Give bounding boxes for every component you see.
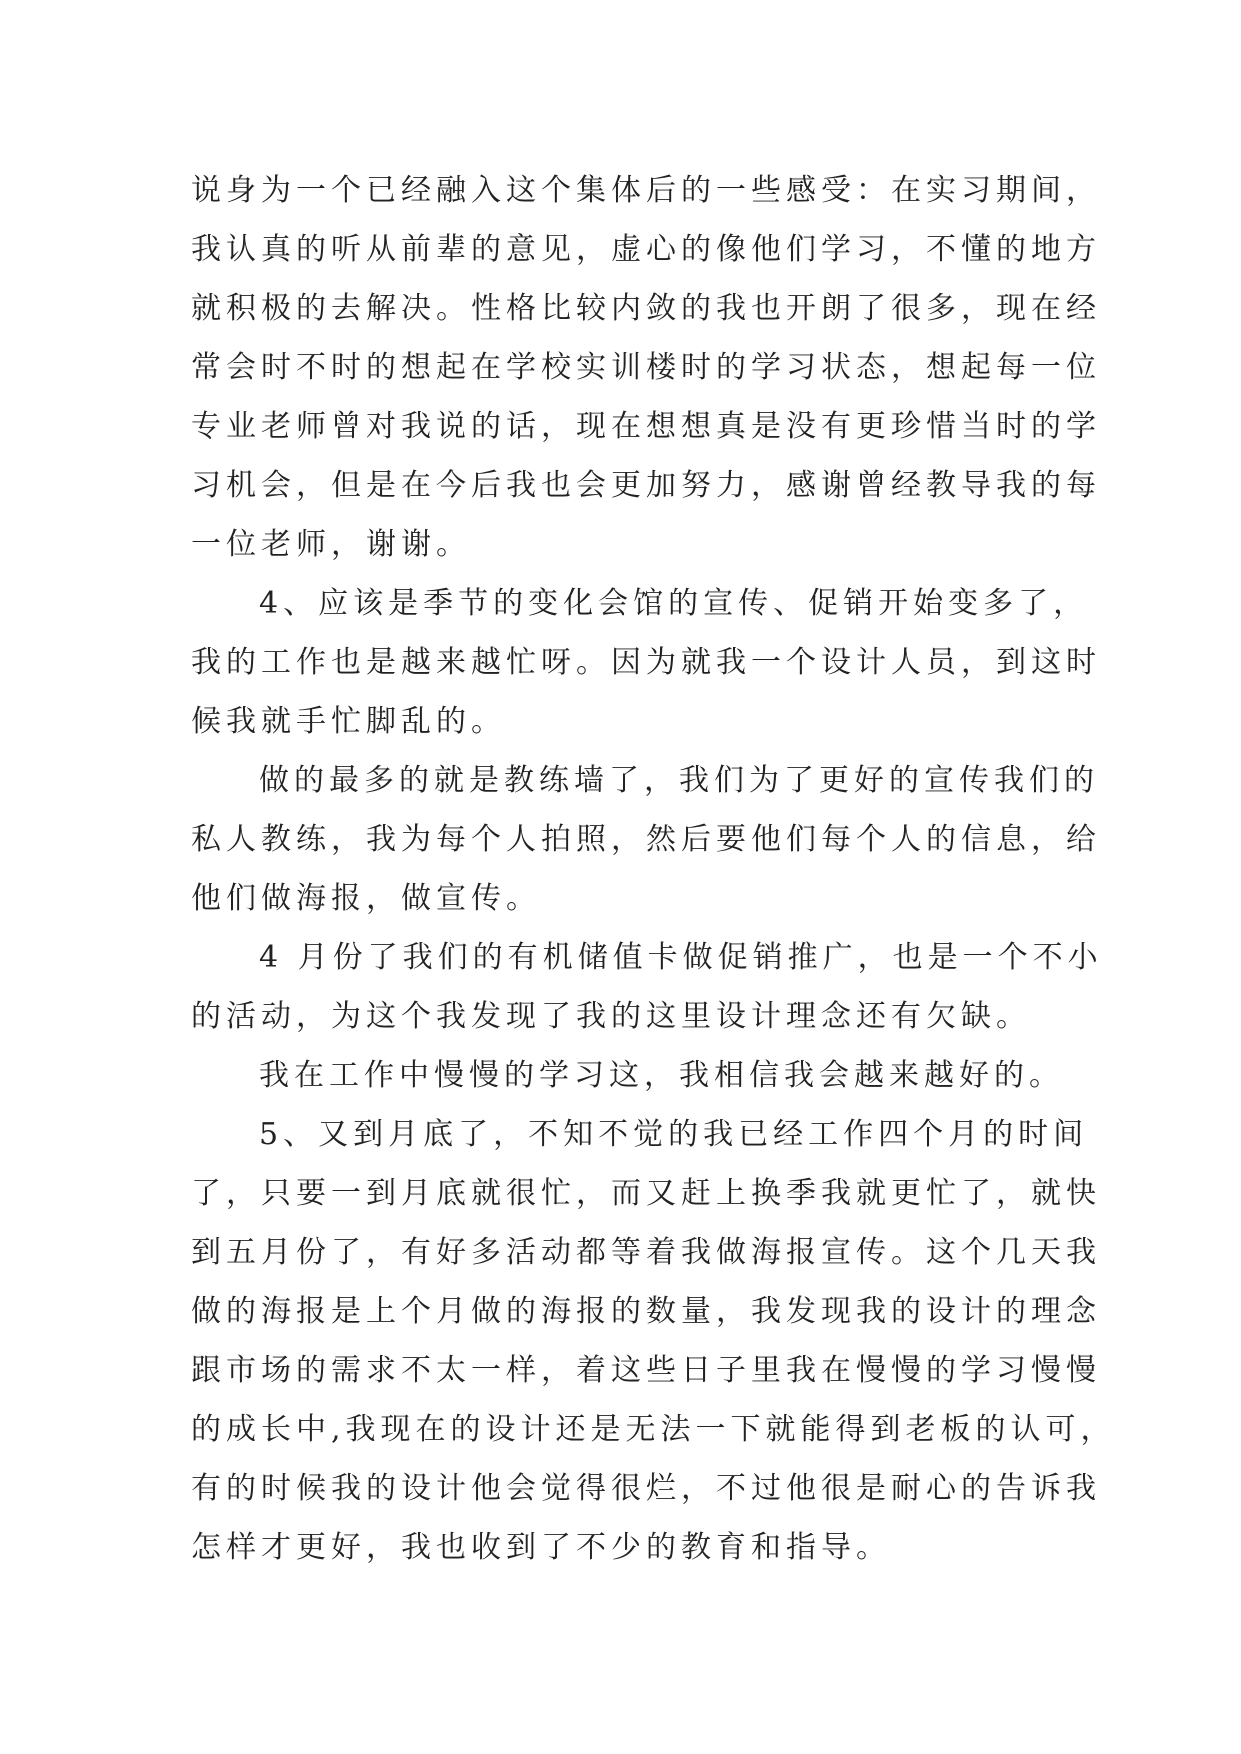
text-line: 说身为一个已经融入这个集体后的一些感受：在实习期间， xyxy=(191,173,1101,208)
text-line: 4、应该是季节的变化会馆的宣传、促销开始变多了， xyxy=(259,586,1089,621)
text-line: 的成长中,我现在的设计还是无法一下就能得到老板的认可， xyxy=(191,1412,1116,1447)
text-line: 私人教练，我为每个人拍照，然后要他们每个人的信息，给 xyxy=(191,822,1101,857)
text-line: 就积极的去解决。性格比较内敛的我也开朗了很多，现在经 xyxy=(191,291,1101,326)
text-line: 常会时不时的想起在学校实训楼时的学习状态，想起每一位 xyxy=(191,350,1101,385)
body-text xyxy=(191,161,1116,1577)
text-line: 一位老师，谢谢。 xyxy=(191,527,471,562)
text-line: 到五月份了，有好多活动都等着我做海报宣传。这个几天我 xyxy=(191,1235,1101,1270)
text-line: 候我就手忙脚乱的。 xyxy=(191,704,506,739)
text-line: 跟市场的需求不太一样，着这些日子里我在慢慢的学习慢慢 xyxy=(191,1353,1101,1388)
text-line: 做的海报是上个月做的海报的数量，我发现我的设计的理念 xyxy=(191,1294,1101,1329)
text-line: 我认真的听从前辈的意见，虚心的像他们学习，不懂的地方 xyxy=(191,232,1101,267)
text-line: 5、又到月底了，不知不觉的我已经工作四个月的时间 xyxy=(259,1117,1089,1152)
text-line: 我的工作也是越来越忙呀。因为就我一个设计人员，到这时 xyxy=(191,645,1101,680)
text-line: 怎样才更好，我也收到了不少的教育和指导。 xyxy=(191,1530,891,1565)
text-line: 我在工作中慢慢的学习这，我相信我会越来越好的。 xyxy=(259,1058,1064,1093)
text-line: 他们做海报，做宣传。 xyxy=(191,881,541,916)
text-line: 4 月份了我们的有机储值卡做促销推广，也是一个不小 xyxy=(259,940,1103,975)
text-line: 习机会，但是在今后我也会更加努力，感谢曾经教导我的每 xyxy=(191,468,1101,503)
text-line: 了，只要一到月底就很忙，而又赶上换季我就更忙了，就快 xyxy=(191,1176,1101,1211)
text-line: 专业老师曾对我说的话，现在想想真是没有更珍惜当时的学 xyxy=(191,409,1101,444)
text-line: 的活动，为这个我发现了我的这里设计理念还有欠缺。 xyxy=(191,999,1031,1034)
text-line: 有的时候我的设计他会觉得很烂，不过他很是耐心的告诉我 xyxy=(191,1471,1101,1506)
text-line: 做的最多的就是教练墙了，我们为了更好的宣传我们的 xyxy=(259,763,1099,798)
